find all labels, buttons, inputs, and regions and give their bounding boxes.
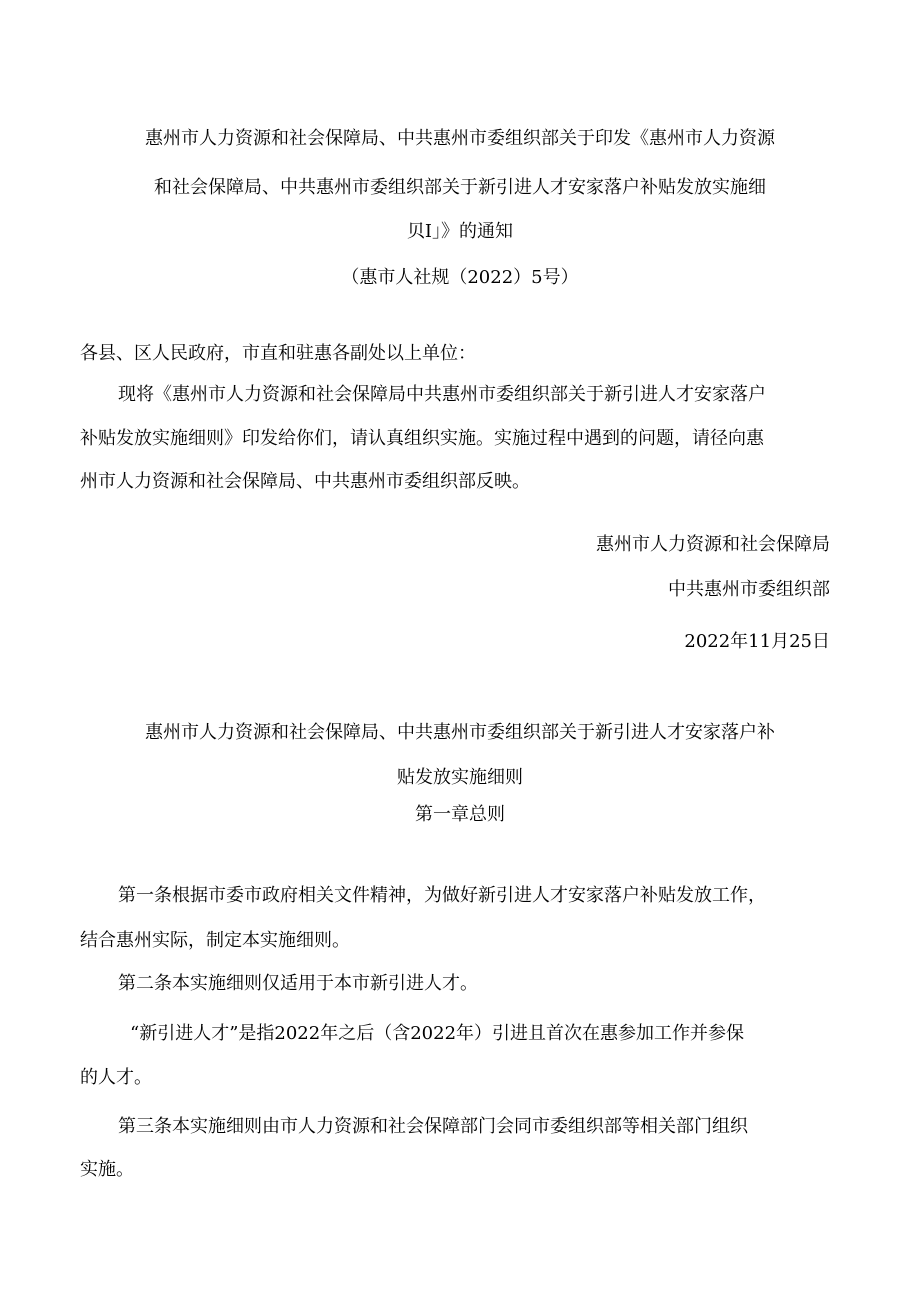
signature-department-2: 中共惠州市委组织部	[668, 579, 830, 600]
notice-body-line-1: 现将《惠州市人力资源和社会保障局中共惠州市委组织部关于新引进人才安家落户	[118, 384, 766, 405]
rules-title-line-2: 贴发放实施细则	[397, 767, 523, 788]
rules-title-line-1: 惠州市人力资源和社会保障局、中共惠州市委组织部关于新引进人才安家落户补	[145, 722, 775, 743]
notice-doc-number: （惠市人社规（2022）5号）	[341, 267, 579, 288]
article-2-line: 第二条本实施细则仅适用于本市新引进人才。	[118, 973, 478, 994]
notice-title-line-2: 和社会保障局、中共惠州市委组织部关于新引进人才安家落户补贴发放实施细	[154, 177, 766, 198]
notice-title-line-3: 贝I」》的通知	[406, 221, 514, 242]
notice-title-line-1: 惠州市人力资源和社会保障局、中共惠州市委组织部关于印发《惠州市人力资源	[145, 128, 775, 149]
article-1-line-2: 结合惠州实际，制定本实施细则。	[80, 930, 350, 951]
article-3-line-1: 第三条本实施细则由市人力资源和社会保障部门会同市委组织部等相关部门组织	[118, 1116, 748, 1137]
notice-body-line-3: 州市人力资源和社会保障局、中共惠州市委组织部反映。	[80, 471, 530, 492]
definition-line-2: 的人才。	[80, 1067, 152, 1088]
article-3-line-2: 实施。	[80, 1159, 134, 1180]
chapter-title: 第一章总则	[415, 804, 505, 825]
signature-department-1: 惠州市人力资源和社会保障局	[596, 534, 830, 555]
notice-salutation: 各县、区人民政府，市直和驻惠各副处以上单位：	[80, 343, 476, 364]
article-1-line-1: 第一条根据市委市政府相关文件精神，为做好新引进人才安家落户补贴发放工作，	[118, 885, 766, 906]
signature-date: 2022年11月25日	[684, 631, 830, 652]
definition-line-1: “新引进人才”是指2022年之后（含2022年）引进且首次在惠参加工作并参保	[130, 1023, 745, 1044]
notice-body-line-2: 补贴发放实施细则》印发给你们，请认真组织实施。实施过程中遇到的问题，请径向惠	[80, 428, 764, 449]
